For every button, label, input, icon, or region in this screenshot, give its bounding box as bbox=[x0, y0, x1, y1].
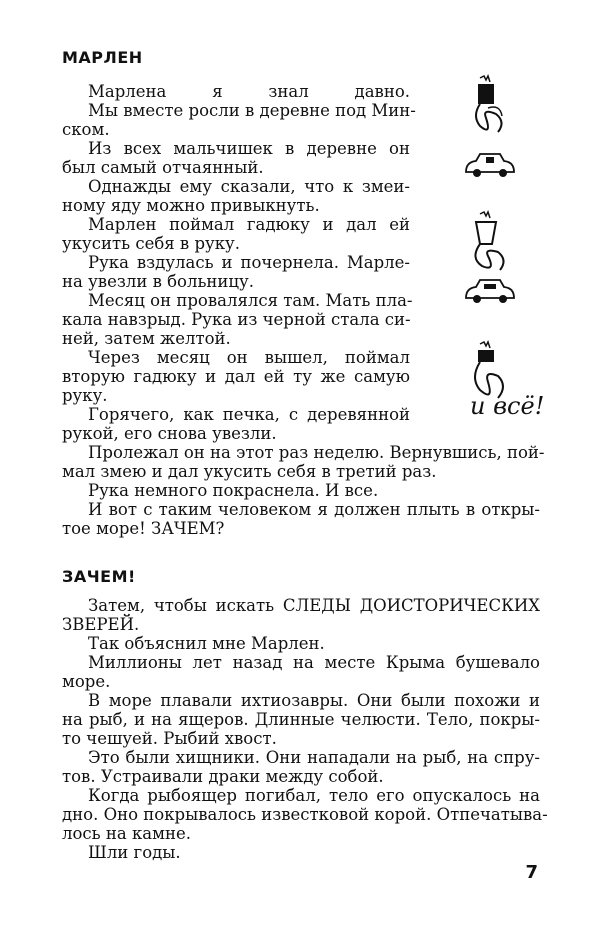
text-line: Месяц он провалялся там. Мать пла- bbox=[88, 291, 413, 310]
text-line: ному яду можно привыкнуть. bbox=[62, 196, 320, 215]
text-line: тое море! ЗАЧЕМ? bbox=[62, 519, 225, 538]
car-icon bbox=[462, 276, 518, 306]
text-line: кала навзрыд. Рука из черной стала си- bbox=[62, 310, 411, 329]
text-line: лось на камне. bbox=[62, 824, 191, 843]
text-line: Однажды ему сказали, что к змеи- bbox=[88, 177, 410, 196]
text-line: то чешуей. Рыбий хвост. bbox=[62, 729, 277, 748]
ambulance-car-illustration-2 bbox=[462, 276, 518, 310]
text-line: Марлена я знал давно. bbox=[88, 82, 410, 101]
text-line: Горячего, как печка, с деревянной bbox=[88, 405, 410, 424]
section-title-marlen: МАРЛЕН bbox=[62, 48, 143, 67]
text-line: рукой, его снова увезли. bbox=[62, 424, 277, 443]
text-line: море. bbox=[62, 672, 111, 691]
text-line: Рука немного покраснела. И все. bbox=[88, 481, 379, 500]
text-line: Рука вздулась и почернела. Марле- bbox=[88, 253, 410, 272]
text-line: на рыб, и на ящеров. Длинные челюсти. Тело, покры- bbox=[62, 710, 540, 729]
text-line: Это были хищники. Они нападали на рыб, на спру- bbox=[88, 748, 540, 767]
snake-hand-illustration-2 bbox=[458, 210, 518, 284]
ambulance-car-illustration-1 bbox=[462, 150, 518, 184]
hand-snake-icon bbox=[458, 74, 518, 144]
text-line: на увезли в больницу. bbox=[62, 272, 254, 291]
text-line: вторую гадюку и дал ей ту же самую bbox=[62, 367, 410, 386]
snake-hand-illustration-1 bbox=[458, 74, 538, 148]
page-number: 7 bbox=[525, 862, 538, 883]
text-line: Когда рыбоящер погибал, тело его опускалось на bbox=[88, 786, 540, 805]
text-line: укусить себя в руку. bbox=[62, 234, 240, 253]
text-line: руку. bbox=[62, 386, 108, 405]
text-line: мал змею и дал укусить себя в третий раз. bbox=[62, 462, 437, 481]
text-line: дно. Оно покрывалось известковой корой. Отпечатыва- bbox=[62, 805, 548, 824]
text-line: И вот с таким человеком я должен плыть в откры- bbox=[88, 500, 540, 519]
text-line: ЗВЕРЕЙ. bbox=[62, 615, 140, 634]
text-line: ней, затем желтой. bbox=[62, 329, 231, 348]
illustration-caption: и всё! bbox=[470, 392, 545, 420]
hand-snake-icon bbox=[458, 210, 518, 280]
text-line: тов. Устраивали драки между собой. bbox=[62, 767, 384, 786]
text-line: Пролежал он на этот раз неделю. Вернувшись, пой- bbox=[88, 443, 545, 462]
text-line: Из всех мальчишек в деревне он bbox=[88, 139, 410, 158]
text-line: Марлен поймал гадюку и дал ей bbox=[88, 215, 410, 234]
section-title-zachem: ЗАЧЕМ! bbox=[62, 567, 136, 586]
text-line: Затем, чтобы искать СЛЕДЫ ДОИСТОРИЧЕСКИХ bbox=[88, 596, 540, 615]
text-line: Так объяснил мне Марлен. bbox=[88, 634, 325, 653]
text-line: Миллионы лет назад на месте Крыма бушевало bbox=[88, 653, 540, 672]
text-line: Шли годы. bbox=[88, 843, 181, 862]
text-line: был самый отчаянный. bbox=[62, 158, 264, 177]
text-line: Мы вместе росли в деревне под Мин- bbox=[88, 101, 416, 120]
text-line: Через месяц он вышел, поймал bbox=[88, 348, 410, 367]
text-line: В море плавали ихтиозавры. Они были похожи и bbox=[88, 691, 540, 710]
text-line: ском. bbox=[62, 120, 110, 139]
car-icon bbox=[462, 150, 518, 180]
